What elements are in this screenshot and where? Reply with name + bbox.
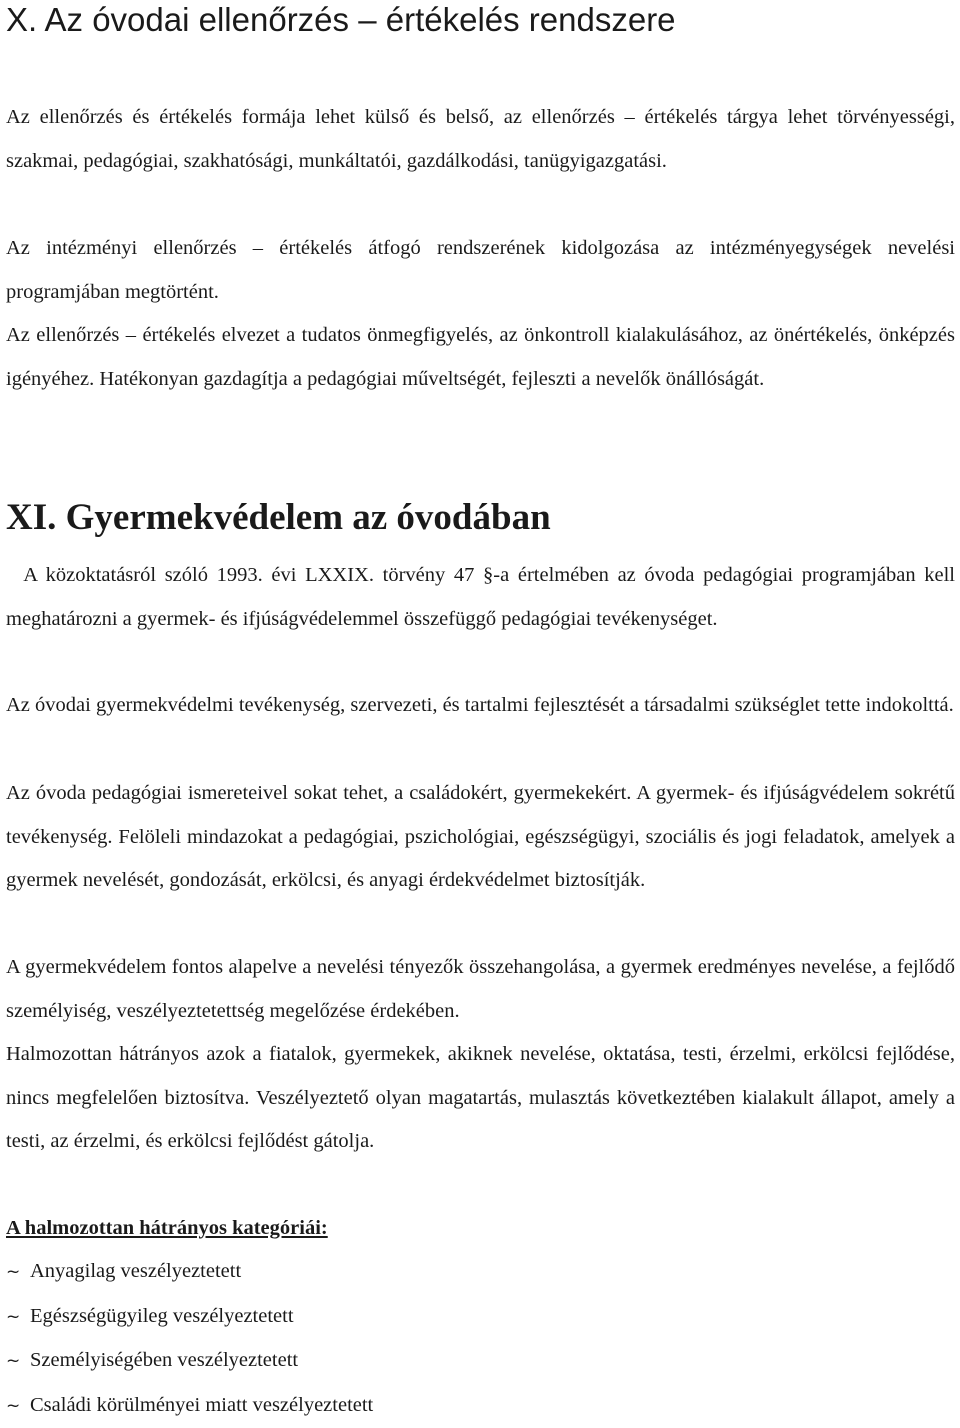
section-11-paragraph-1: A közoktatásról szóló 1993. évi LXXIX. törvény 47 §-a értelmében az óvoda pedagógiai programjában kell meghatározni a gyermek- és ifjúságvédelemmel összefüggő pedagógiai tevékenységet. (6, 554, 955, 641)
section-10-title: X. Az óvodai ellenőrzés – értékelés rendszere (6, 0, 676, 40)
category-item (6, 1295, 373, 1340)
tilde-bullet-icon: ~ (6, 1296, 30, 1340)
tilde-bullet-icon: ~ (6, 1340, 30, 1384)
tilde-bullet-icon: ~ (6, 1385, 30, 1428)
category-item (6, 1339, 373, 1384)
category-item (6, 1250, 373, 1295)
section-11-paragraph-4: A gyermekvédelem fontos alapelve a nevelési tényezők összehangolása, a gyermek eredményes nevelése, a fejlődő személyiség, veszélyeztetettség megelőzése érdekében. (6, 946, 955, 1033)
section-11-paragraph-5: Halmozottan hátrányos azok a fiatalok, gyermekek, akiknek nevelése, oktatása, testi, érzelmi, erkölcsi fejlődése, nincs megfelelően biztosítva. Veszélyeztető olyan magatartás, mulasztás következtében kialakult állapot, amely a testi, az érzelmi, és erkölcsi fejlődést gátolja. (6, 1033, 955, 1164)
section-11-paragraph-2: Az óvodai gyermekvédelmi tevékenység, szervezeti, és tartalmi fejlesztését a társadalmi szükséglet tette indokolttá. (6, 684, 955, 728)
category-item (6, 1384, 373, 1428)
section-10-paragraph-1: Az ellenőrzés és értékelés formája lehet külső és belső, az ellenőrzés – értékelés tárgya lehet törvényességi, szakmai, pedagógiai, szakhatósági, munkáltatói, gazdálkodási, tanügyigazgatási. (6, 96, 955, 183)
categories-list (6, 1250, 373, 1428)
category-item-label: Egészségügyileg veszélyeztetett (30, 1295, 294, 1339)
categories-heading: A halmozottan hátrányos kategóriái: (6, 1207, 328, 1250)
section-11-title: XI. Gyermekvédelem az óvodában (6, 496, 551, 540)
section-10-paragraph-2: Az intézményi ellenőrzés – értékelés átfogó rendszerének kidolgozása az intézményegységek nevelési programjában megtörtént. (6, 227, 955, 314)
category-item-label: Személyiségében veszélyeztetett (30, 1339, 298, 1383)
category-item-label: Családi körülményei miatt veszélyeztetett (30, 1384, 373, 1428)
tilde-bullet-icon: ~ (6, 1251, 30, 1295)
section-10-paragraph-3: Az ellenőrzés – értékelés elvezet a tudatos önmegfigyelés, az önkontroll kialakulásához, az önértékelés, önképzés igényéhez. Hatékonyan gazdagítja a pedagógiai műveltségét, fejleszti a nevelők önállóságát. (6, 314, 955, 401)
category-item-label: Anyagilag veszélyeztetett (30, 1250, 241, 1294)
section-11-paragraph-3: Az óvoda pedagógiai ismereteivel sokat tehet, a családokért, gyermekekért. A gyermek- és ifjúságvédelem sokrétű tevékenység. Felöleli mindazokat a pedagógiai, pszichológiai, egészségügyi, szociális és jogi feladatok, amelyek a gyermek nevelését, gondozását, erkölcsi, és anyagi érdekvédelmet biztosítják. (6, 772, 955, 903)
